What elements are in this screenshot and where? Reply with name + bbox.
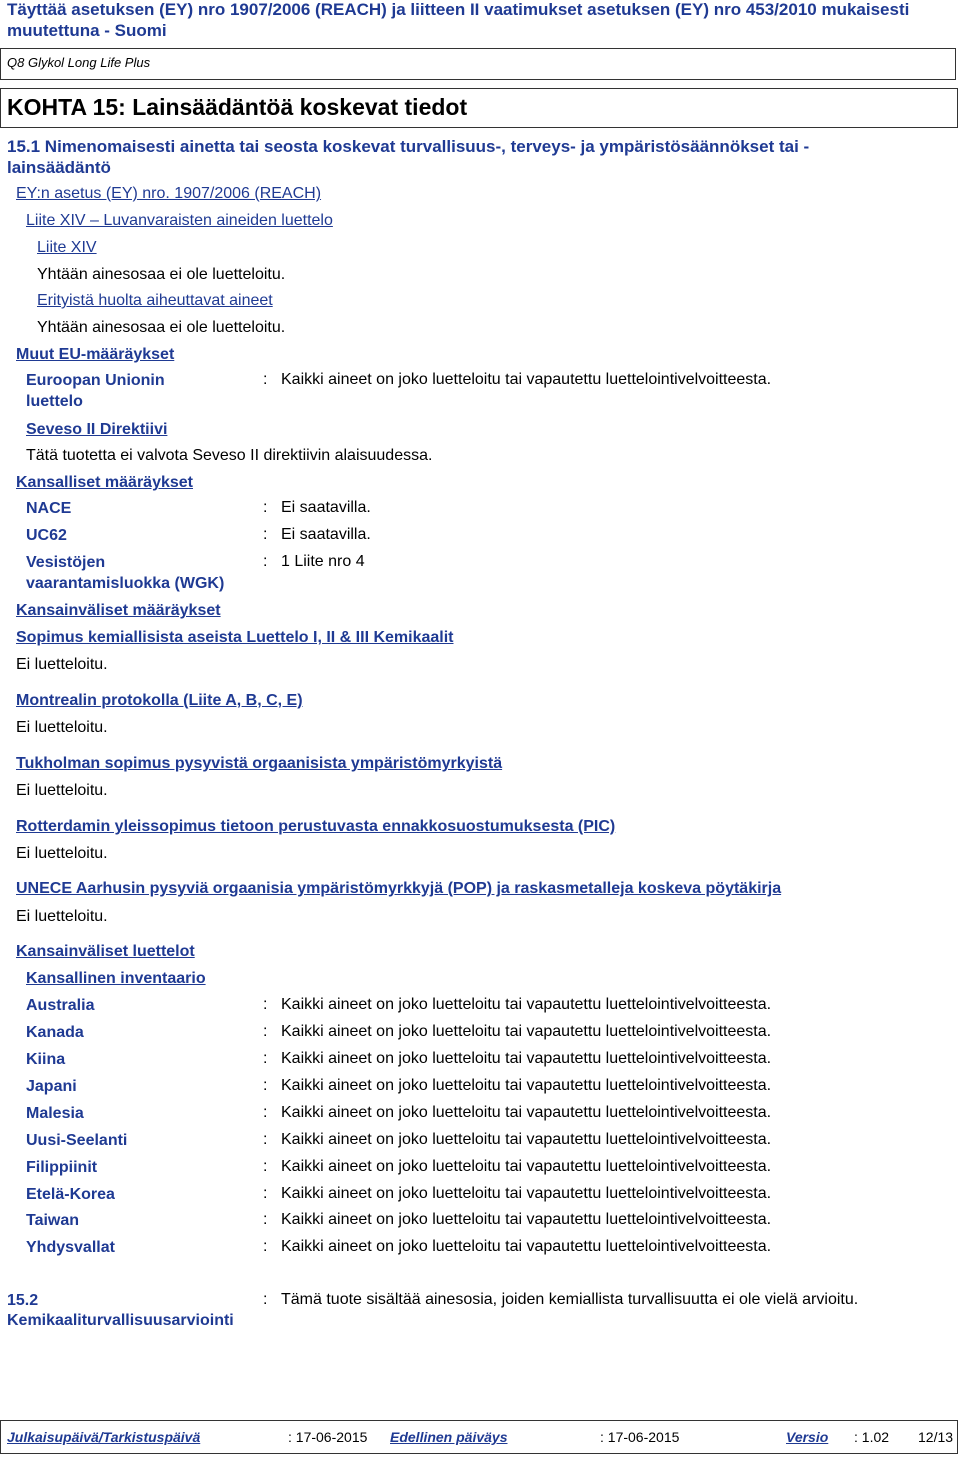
csa-value: Tämä tuote sisältää ainesosia, joiden kemiallista turvallisuutta ei ole vielä arvioitu. [281, 1291, 859, 1308]
document-title-line-2: muutettuna - Suomi [7, 21, 167, 40]
inventory-status: Kaikki aineet on joko luetteloitu tai vapautettu luettelointivelvoitteesta. [281, 996, 772, 1013]
subsection-15-1-line-1: 15.1 Nimenomaisesti ainetta tai seosta koskevat turvallisuus-, terveys- ja ympäristösäännökset tai - [7, 137, 810, 156]
footer-page-number: 12/13 [918, 1429, 954, 1445]
inventory-status: Kaikki aineet on joko luetteloitu tai vapautettu luettelointivelvoitteesta. [281, 1023, 772, 1040]
eu-list-value: Kaikki aineet on joko luetteloitu tai vapautettu luettelointivelvoitteesta. [281, 371, 772, 388]
inventory-colon: : [263, 1077, 268, 1094]
national-heading: Kansalliset määräykset [16, 474, 193, 491]
footer-prev-label: Edellinen päiväys [390, 1429, 508, 1445]
wgk-label-line-2: vaarantamisluokka (WGK) [26, 575, 225, 592]
stockholm-heading: Tukholman sopimus pysyvistä orgaanisista ympäristömyrkyistä [16, 755, 503, 772]
inventory-status: Kaikki aineet on joko luetteloitu tai vapautettu luettelointivelvoitteesta. [281, 1211, 772, 1228]
uc62-label: UC62 [26, 527, 67, 544]
inventory-country: Yhdysvallat [26, 1239, 115, 1256]
seveso-heading: Seveso II Direktiivi [26, 421, 168, 438]
inventories-heading: Kansainväliset luettelot [16, 943, 195, 960]
wgk-label-line-1: Vesistöjen [26, 554, 106, 571]
footer-issue-value: : 17-06-2015 [288, 1429, 368, 1445]
seveso-text: Tätä tuotetta ei valvota Seveso II direktiivin alaisuudessa. [26, 447, 433, 464]
rotterdam-text: Ei luetteloitu. [16, 845, 108, 862]
eu-list-label-line-1: Euroopan Unionin [26, 372, 165, 389]
footer-issue-label: Julkaisupäivä/Tarkistuspäivä [7, 1429, 201, 1445]
product-name: Q8 Glykol Long Life Plus [7, 55, 151, 70]
inventory-status: Kaikki aineet on joko luetteloitu tai vapautettu luettelointivelvoitteesta. [281, 1238, 772, 1255]
nace-value: Ei saatavilla. [281, 499, 371, 516]
inventory-country: Taiwan [26, 1212, 80, 1229]
inventory-colon: : [263, 1211, 268, 1228]
inventory-country: Uusi-Seelanti [26, 1132, 128, 1149]
wgk-value: 1 Liite nro 4 [281, 553, 365, 570]
inventory-status: Kaikki aineet on joko luetteloitu tai vapautettu luettelointivelvoitteesta. [281, 1077, 772, 1094]
other-eu-heading: Muut EU-määräykset [16, 346, 175, 363]
inventory-country: Kiina [26, 1051, 66, 1068]
inventory-colon: : [263, 1238, 268, 1255]
footer-version-label: Versio [786, 1429, 829, 1445]
national-inventory-heading: Kansallinen inventaario [26, 970, 206, 987]
csa-colon: : [263, 1291, 268, 1308]
stockholm-text: Ei luetteloitu. [16, 782, 108, 799]
inventory-colon: : [263, 996, 268, 1013]
inventory-colon: : [263, 1050, 268, 1067]
section-title: KOHTA 15: Lainsäädäntöä koskevat tiedot [7, 94, 468, 120]
wgk-colon: : [263, 553, 268, 570]
eu-list-label-line-2: luettelo [26, 393, 83, 410]
inventory-country: Etelä-Korea [26, 1186, 115, 1203]
inventory-colon: : [263, 1023, 268, 1040]
inventory-status: Kaikki aineet on joko luetteloitu tai vapautettu luettelointivelvoitteesta. [281, 1131, 772, 1148]
document-title-line-1: Täyttää asetuksen (EY) nro 1907/2006 (REACH) ja liitteen II vaatimukset asetuksen (EY) nro 453/2010 mukaisesti [7, 0, 910, 19]
inventory-status: Kaikki aineet on joko luetteloitu tai vapautettu luettelointivelvoitteesta. [281, 1104, 772, 1121]
cwc-text: Ei luetteloitu. [16, 656, 108, 673]
rotterdam-heading: Rotterdamin yleissopimus tietoon perustuvasta ennakkosuostumuksesta (PIC) [16, 818, 616, 835]
inventory-colon: : [263, 1158, 268, 1175]
unece-heading: UNECE Aarhusin pysyviä orgaanisia ympäristömyrkkyjä (POP) ja raskasmetalleja koskeva pöytäkirja [16, 880, 782, 897]
inventory-colon: : [263, 1104, 268, 1121]
international-heading: Kansainväliset määräykset [16, 602, 221, 619]
inventory-status: Kaikki aineet on joko luetteloitu tai vapautettu luettelointivelvoitteesta. [281, 1185, 772, 1202]
montreal-text: Ei luetteloitu. [16, 719, 108, 736]
footer-prev-value: : 17-06-2015 [600, 1429, 680, 1445]
csa-label-line-1: 15.2 [7, 1292, 39, 1309]
montreal-heading: Montrealin protokolla (Liite A, B, C, E) [16, 692, 303, 709]
annex-xiv-heading: Liite XIV – Luvanvaraisten aineiden luettelo [26, 212, 333, 229]
subsection-15-1-line-2: lainsäädäntö [7, 158, 111, 177]
inventory-country: Kanada [26, 1024, 84, 1041]
inventory-country: Malesia [26, 1105, 84, 1122]
eu-list-colon: : [263, 371, 268, 388]
annex-xiv-subheading: Liite XIV [37, 239, 97, 256]
inventory-status: Kaikki aineet on joko luetteloitu tai vapautettu luettelointivelvoitteesta. [281, 1050, 772, 1067]
uc62-colon: : [263, 526, 268, 543]
unece-text: Ei luetteloitu. [16, 908, 108, 925]
inventory-colon: : [263, 1185, 268, 1202]
nace-colon: : [263, 499, 268, 516]
footer-version-value: : 1.02 [854, 1429, 890, 1445]
csa-label-line-2: Kemikaaliturvallisuusarviointi [7, 1312, 234, 1329]
nace-label: NACE [26, 500, 72, 517]
inventory-country: Japani [26, 1078, 77, 1095]
uc62-value: Ei saatavilla. [281, 526, 371, 543]
svhc-heading: Erityistä huolta aiheuttavat aineet [37, 292, 273, 309]
cwc-heading: Sopimus kemiallisista aseista Luettelo I, II & III Kemikaalit [16, 629, 454, 646]
inventory-colon: : [263, 1131, 268, 1148]
annex-xiv-text: Yhtään ainesosaa ei ole luetteloitu. [37, 266, 286, 283]
inventory-status: Kaikki aineet on joko luetteloitu tai vapautettu luettelointivelvoitteesta. [281, 1158, 772, 1175]
svhc-text: Yhtään ainesosaa ei ole luetteloitu. [37, 319, 286, 336]
reach-heading: EY:n asetus (EY) nro. 1907/2006 (REACH) [16, 185, 322, 202]
inventory-country: Filippiinit [26, 1159, 98, 1176]
inventory-country: Australia [26, 997, 95, 1014]
